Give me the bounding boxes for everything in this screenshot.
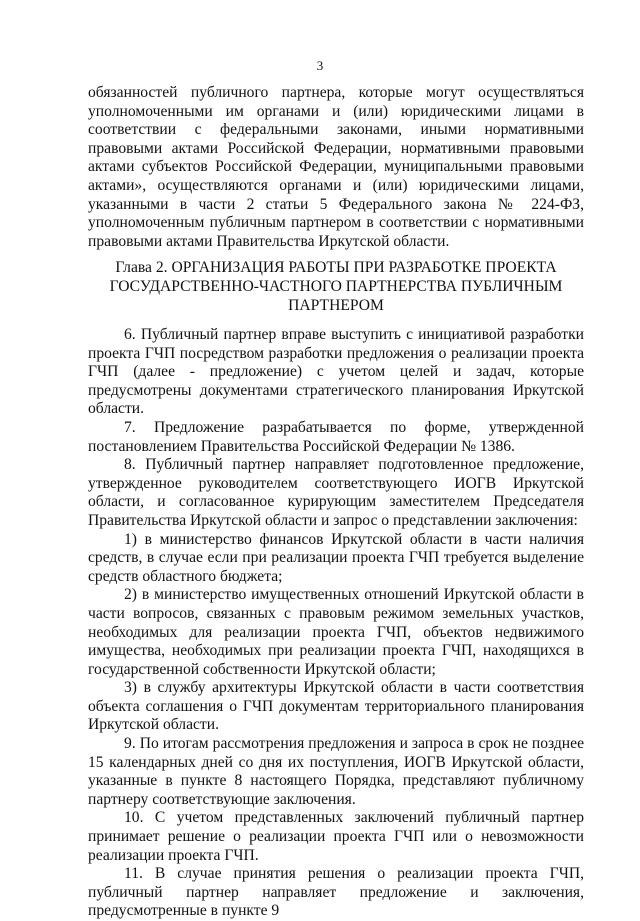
paragraph-6: 6. Публичный партнер вправе выступить с инициативой разработки проекта ГЧП посредством разработки предложения о реализации проекта ГЧП (далее - предложение) с учетом целей и задач, которые предусмотрены документами стратегического планирования Иркутской области. — [88, 326, 584, 418]
paragraph-9: 9. По итогам рассмотрения предложения и запроса в срок не позднее 15 календарных дней со дня их поступления, ИОГВ Иркутской области, указанные в пункте 8 настоящего Порядка, представляют публичному партнеру соответствующие заключения. — [88, 735, 584, 808]
list-item-1: 1) в министерство финансов Иркутской области в части наличия средств, в случае если при реализации проекта ГЧП требуется выделение средств областного бюджета; — [88, 530, 584, 585]
paragraph-8: 8. Публичный партнер направляет подготовленное предложение, утвержденное руководителем соответствующего ИОГВ Иркутской области, и согласованное курирующим заместителем Председателя Правительства Иркутской области и запрос о представлении заключения: — [88, 456, 584, 529]
page-number: 3 — [316, 58, 324, 73]
list-item-3: 3) в службу архитектуры Иркутской области в части соответствия объекта соглашения о ГЧП документам территориального планирования Иркутской области. — [88, 679, 584, 734]
paragraph-10: 10. С учетом представленных заключений публичный партнер принимает решение о реализации проекта ГЧП или о невозможности реализации проекта ГЧП. — [88, 809, 584, 864]
intro-paragraph: обязанностей публичного партнера, которые могут осуществляться уполномоченными им органами и (или) юридическими лицами в соответствии с федеральными законами, иными нормативными правовыми актами Российской Федерации, нормативными правовыми актами субъектов Российской Федерации, муниципальными правовыми актами», осуществляются органами и (или) юридическими лицами, указанными в части 2 статьи 5 Федерального закона № 224-ФЗ, уполномоченным публичным партнером в соответствии с нормативными правовыми актами Правительства Иркутской области. — [88, 84, 584, 250]
chapter-heading: Глава 2. ОРГАНИЗАЦИЯ РАБОТЫ ПРИ РАЗРАБОТКЕ ПРОЕКТА ГОСУДАРСТВЕННО-ЧАСТНОГО ПАРТНЕРСТВА ПУБЛИЧНЫМ ПАРТНЕРОМ — [109, 259, 563, 314]
body-block — [88, 326, 584, 921]
list-item-2: 2) в министерство имущественных отношений Иркутской области в части вопросов, связанных с правовым режимом земельных участков, необходимых для реализации проекта ГЧП, объектов недвижимого имущества, необходимых при реализации проекта ГЧП, находящихся в государственной собственности Иркутской области; — [88, 586, 584, 678]
intro-block — [88, 84, 584, 251]
paragraph-11: 11. В случае принятия решения о реализации проекта ГЧП, публичный партнер направляет предложение и заключения, предусмотренные в пункте 9 — [88, 865, 584, 920]
paragraph-7: 7. Предложение разрабатывается по форме, утвержденной постановлением Правительства Российской Федерации № 1386. — [88, 418, 584, 455]
